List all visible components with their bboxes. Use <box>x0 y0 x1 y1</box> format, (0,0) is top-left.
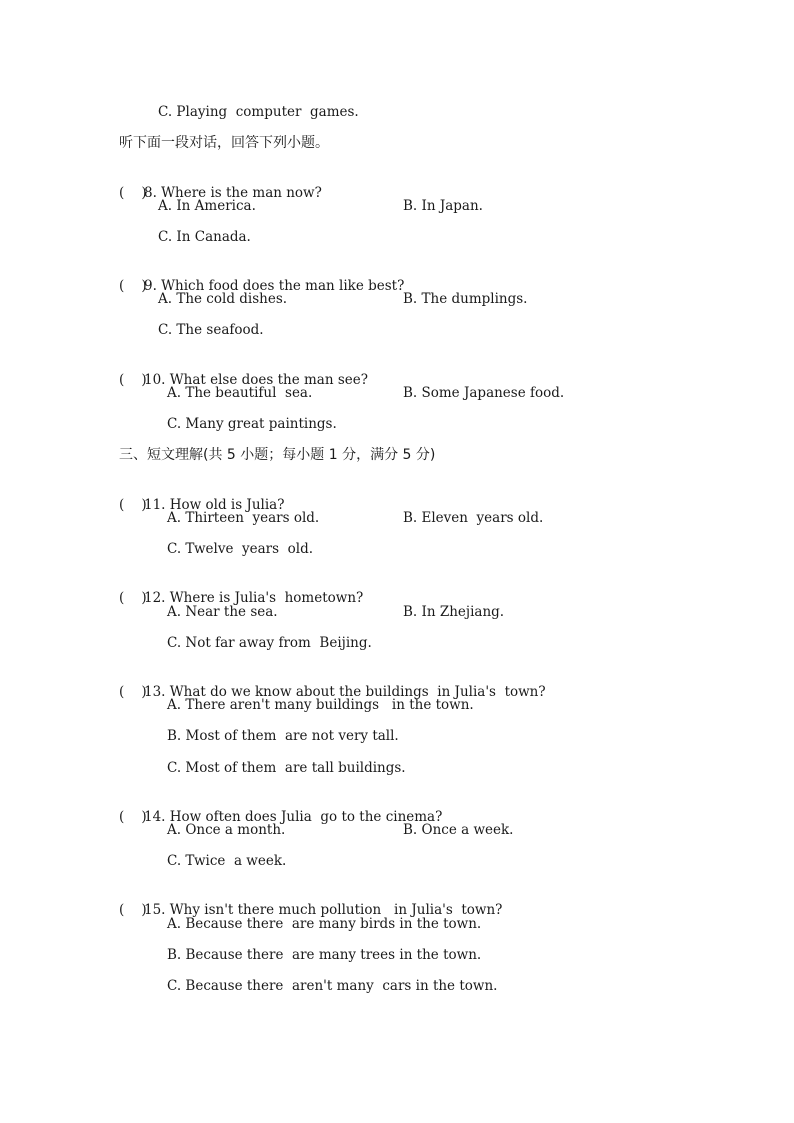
option-c: C. Twice a week. <box>167 853 287 869</box>
option-c: C. Because there aren't many cars in the town. <box>167 978 498 994</box>
option-7c: C. Playing computer games. <box>158 104 359 120</box>
question-text: 8. Where is the man now? <box>144 185 322 201</box>
answer-blank[interactable]: ( ) <box>119 590 147 606</box>
option-b: B. The dumplings. <box>403 291 528 307</box>
option-a: A. The cold dishes. <box>158 291 288 307</box>
option-c: C. Many great paintings. <box>167 416 337 432</box>
answer-blank[interactable]: ( ) <box>119 185 147 201</box>
option-b: B. In Japan. <box>403 198 483 214</box>
answer-blank[interactable]: ( ) <box>119 684 147 700</box>
section-heading-listening: 听下面一段对话，回答下列小题。 <box>119 135 329 151</box>
question-text: 10. What else does the man see? <box>144 372 368 388</box>
answer-blank[interactable]: ( ) <box>119 902 147 918</box>
answer-blank[interactable]: ( ) <box>119 809 147 825</box>
option-c: C. Most of them are tall buildings. <box>167 760 406 776</box>
option-c: C. The seafood. <box>158 322 264 338</box>
question-text: 15. Why isn't there much pollution in Julia's town? <box>144 902 503 918</box>
option-c: C. Twelve years old. <box>167 541 314 557</box>
option-b: B. Because there are many trees in the town. <box>167 947 482 963</box>
option-a: A. There aren't many buildings in the town. <box>167 697 474 713</box>
question-text: 13. What do we know about the buildings in Julia's town? <box>144 684 546 700</box>
answer-blank[interactable]: ( ) <box>119 278 147 294</box>
option-b: B. Some Japanese food. <box>403 385 565 401</box>
question-text: 12. Where is Julia's hometown? <box>144 590 364 606</box>
option-b: B. Most of them are not very tall. <box>167 728 399 744</box>
answer-blank[interactable]: ( ) <box>119 497 147 513</box>
section-heading-reading: 三、短文理解(共 5 小题；每小题 1 分，满分 5 分) <box>119 447 436 463</box>
answer-blank[interactable]: ( ) <box>119 372 147 388</box>
option-a: A. Near the sea. <box>167 604 278 620</box>
question-text: 14. How often does Julia go to the cinema? <box>144 809 443 825</box>
question-text: 11. How old is Julia? <box>144 497 285 513</box>
option-a: A. Once a month. <box>167 822 286 838</box>
option-b: B. In Zhejiang. <box>403 604 505 620</box>
option-a: A. Thirteen years old. <box>167 510 320 526</box>
option-b: B. Eleven years old. <box>403 510 544 526</box>
option-b: B. Once a week. <box>403 822 514 838</box>
option-c: C. Not far away from Beijing. <box>167 635 372 651</box>
question-text: 9. Which food does the man like best? <box>144 278 405 294</box>
option-c: C. In Canada. <box>158 229 251 245</box>
option-a: A. In America. <box>158 198 256 214</box>
option-a: A. The beautiful sea. <box>167 385 313 401</box>
option-a: A. Because there are many birds in the town. <box>167 916 482 932</box>
